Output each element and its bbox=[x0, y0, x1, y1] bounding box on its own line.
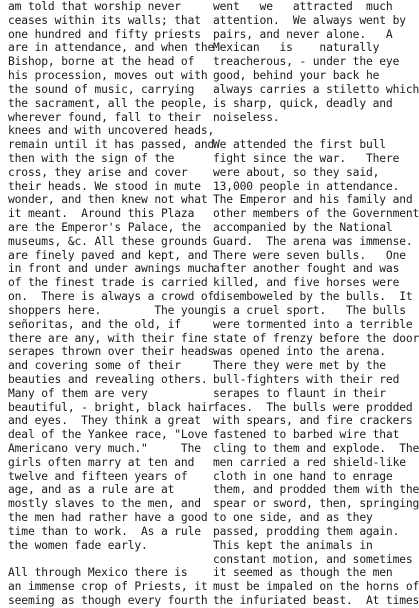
text-line: faces. The bulls were prodded bbox=[213, 400, 413, 414]
text-line: There they were met by the bbox=[213, 359, 386, 373]
text-line: Americano very much." The bbox=[8, 442, 201, 455]
text-line: wherever found, fall to their bbox=[8, 110, 201, 124]
text-line: went we attracted much bbox=[213, 0, 393, 13]
text-line: museums, &c. All these grounds bbox=[8, 234, 208, 248]
text-line: bull-fighters with their red bbox=[213, 372, 400, 386]
text-line: Many of them are very bbox=[8, 386, 148, 400]
text-line: wonder, and then knew not what bbox=[8, 193, 208, 207]
text-line: in front and under awnings much bbox=[8, 262, 215, 276]
right-column bbox=[213, 0, 419, 608]
text-line: then with the sign of the bbox=[8, 151, 175, 165]
text-line: attention. We always went by bbox=[213, 13, 406, 27]
text-line: remain until it has passed, and bbox=[8, 138, 215, 152]
text-line: shoppers here. The young bbox=[8, 303, 215, 317]
text-line: There were seven bulls. One bbox=[213, 248, 406, 262]
text-line: 13,000 people in attendance. bbox=[213, 179, 400, 193]
text-line: must be impaled on the horns of bbox=[213, 580, 419, 594]
text-line: the men had rather have a good bbox=[8, 511, 208, 525]
text-line: The Emperor and his family and bbox=[213, 193, 413, 207]
text-line: accompanied by the National bbox=[213, 221, 393, 234]
text-line: men carried a red shield-like bbox=[213, 455, 406, 469]
text-line: good, behind your back he bbox=[213, 69, 380, 83]
text-line: them, and prodded them with the bbox=[213, 483, 419, 497]
text-line: age, and as a rule are at bbox=[8, 483, 175, 497]
paragraph-gap bbox=[8, 553, 198, 567]
text-line: serapes to flaunt in their bbox=[213, 386, 386, 400]
text-line: señoritas, and the old, if bbox=[8, 317, 181, 331]
text-line: the women fade early. bbox=[8, 538, 148, 552]
text-line: Bishop, borne at the head of bbox=[8, 55, 195, 69]
text-line: serapes thrown over their heads bbox=[8, 345, 215, 359]
text-line: killed, and five horses were bbox=[213, 276, 400, 290]
text-line: mostly slaves to the men, and bbox=[8, 497, 201, 511]
text-line: are in attendance, and when the bbox=[8, 41, 215, 55]
text-line: cling to them and explode. The bbox=[213, 442, 419, 455]
text-line: spear or sword, then, springing bbox=[213, 497, 419, 511]
text-line: is sharp, quick, deadly and bbox=[213, 96, 393, 110]
text-line: pairs, and never alone. A bbox=[213, 27, 393, 41]
text-line: the infuriated beast. At times bbox=[213, 593, 419, 607]
text-line: All through Mexico there is bbox=[8, 566, 188, 580]
text-line: to one side, and as they bbox=[213, 511, 373, 525]
paragraph bbox=[8, 566, 208, 607]
text-line: ceases within its walls; that bbox=[8, 13, 201, 27]
text-line: time than to work. As a rule bbox=[8, 524, 201, 538]
text-line: are finely paved and kept, and bbox=[8, 248, 208, 262]
text-line: noiseless. bbox=[213, 110, 280, 124]
left-column bbox=[8, 0, 215, 608]
text-line: girls often marry at ten and bbox=[8, 455, 195, 469]
text-line: cloth in one hand to enrage bbox=[213, 469, 393, 483]
text-line: passed, prodding them again. bbox=[213, 524, 400, 538]
text-line: beautiful, - bright, black hair bbox=[8, 400, 215, 414]
text-line: seeming as though every fourth bbox=[8, 593, 208, 607]
text-line: This kept the animals in bbox=[213, 538, 373, 552]
text-line: deal of the Yankee race, "Love bbox=[8, 428, 208, 442]
text-line: of the finest trade is carried bbox=[8, 276, 208, 290]
text-line: state of frenzy before the door bbox=[213, 331, 419, 345]
text-line: We attended the first bull bbox=[213, 138, 386, 152]
text-line: always carries a stiletto which bbox=[213, 82, 419, 96]
text-line: the sound of music, carrying bbox=[8, 82, 195, 96]
text-line: on. There is always a crowd of bbox=[8, 290, 215, 304]
text-line: their heads. We stood in mute bbox=[8, 179, 201, 193]
text-line: cross, they arise and cover bbox=[8, 165, 188, 179]
text-line: other members of the Government bbox=[213, 207, 419, 221]
text-line: one hundred and fifty priests bbox=[8, 27, 201, 41]
text-line: was opened into the arena. bbox=[213, 345, 386, 359]
text-line: are the Emperor's Palace, the bbox=[8, 221, 201, 234]
text-line: there are any, with their fine bbox=[8, 331, 208, 345]
text-line: it meant. Around this Plaza bbox=[8, 207, 195, 221]
text-line: Guard. The arena was immense. bbox=[213, 234, 413, 248]
text-line: with spears, and fire crackers bbox=[213, 414, 413, 428]
text-line: fastened to barbed wire that bbox=[213, 428, 400, 442]
text-line: am told that worship never bbox=[8, 0, 181, 13]
text-line: were tormented into a terrible bbox=[213, 317, 413, 331]
text-line: after another fought and was bbox=[213, 262, 400, 276]
text-line: were about, so they said, bbox=[213, 165, 380, 179]
text-line: twelve and fifteen years of bbox=[8, 469, 188, 483]
text-line: knees and with uncovered heads, bbox=[8, 124, 215, 138]
text-line: an immense crop of Priests, it bbox=[8, 580, 208, 594]
text-line: Mexican is naturally bbox=[213, 41, 380, 55]
text-line: treacherous, - under the eye bbox=[213, 55, 400, 69]
text-line: constant motion, and sometimes bbox=[213, 552, 413, 566]
text-line: his procession, moves out with bbox=[8, 69, 208, 83]
text-line: disemboweled by the bulls. It bbox=[213, 290, 413, 304]
paragraph bbox=[213, 138, 419, 608]
text-line: the sacrament, all the people, bbox=[8, 96, 208, 110]
text-line: and eyes. They think a great bbox=[8, 414, 201, 428]
text-line: is a cruel sport. The bulls bbox=[213, 303, 406, 317]
text-line: fight since the war. There bbox=[213, 151, 400, 165]
paragraph bbox=[8, 0, 215, 553]
text-line: it seemed as though the men bbox=[213, 566, 393, 580]
text-line: beauties and revealing others. bbox=[8, 372, 208, 386]
paragraph-gap bbox=[213, 124, 398, 138]
paragraph bbox=[213, 0, 419, 124]
text-line: and covering some of their bbox=[8, 359, 181, 373]
